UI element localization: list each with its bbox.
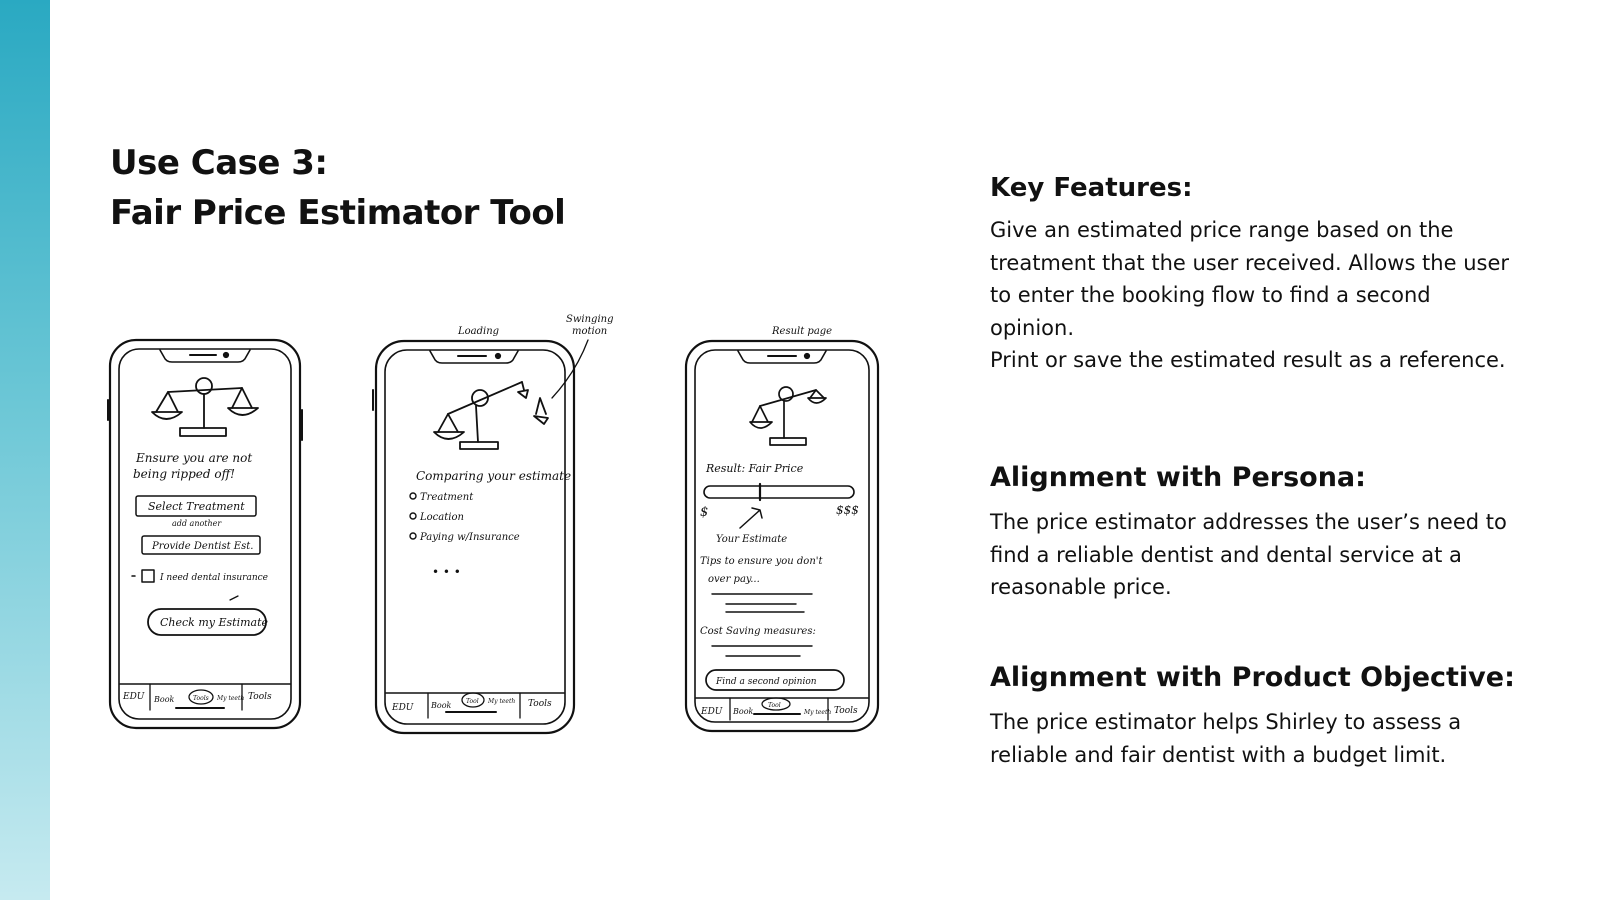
alignment-persona-heading: Alignment with Persona: bbox=[990, 462, 1366, 493]
alignment-persona-section bbox=[990, 458, 1510, 604]
phone3-nav-my-teeth: My teeth bbox=[804, 709, 832, 716]
phone3-cost-saving: Cost Saving measures: bbox=[700, 626, 816, 637]
scale-icon bbox=[152, 378, 258, 436]
key-features-body bbox=[990, 214, 1510, 377]
key-features-paragraph-1: Give an estimated price range based on the treatment that the user received. Allows the user to enter the booking flow to find a second opinion. bbox=[990, 218, 1510, 340]
phone1-nav-my-teeth: My teeth bbox=[217, 695, 245, 702]
phone2-annotation-loading: Loading bbox=[458, 326, 500, 337]
phone2-nav-edu: EDU bbox=[392, 703, 414, 713]
phone2-bullet-1: Treatment bbox=[420, 492, 474, 503]
key-features-heading: Key Features: bbox=[990, 173, 1193, 203]
alignment-objective-heading: Alignment with Product Objective: bbox=[990, 662, 1515, 693]
slide-title-line-2: Fair Price Estimator Tool bbox=[110, 193, 566, 233]
slide-title bbox=[110, 138, 565, 238]
key-features-paragraph-2: Print or save the estimated result as a reference. bbox=[990, 348, 1506, 372]
phone2-nav-tools: Tools bbox=[528, 699, 552, 709]
small-scale-icon bbox=[750, 387, 826, 445]
alignment-objective-text: The price estimator helps Shirley to assess a reliable and fair dentist with a budget limit. bbox=[990, 710, 1462, 767]
phone3-nav-edu: EDU bbox=[701, 707, 723, 717]
phone3-range-high: $$$ bbox=[836, 503, 859, 517]
phone2-heading: Comparing your estimate bbox=[416, 469, 572, 483]
phone2-bullet-3: Paying w/Insurance bbox=[420, 532, 520, 543]
phone1-nav-tools: Tools bbox=[248, 692, 272, 702]
phone1-headline-1: Ensure you are not bbox=[136, 451, 253, 465]
slide-title-line-1: Use Case 3: bbox=[110, 143, 328, 183]
key-features-section bbox=[990, 170, 1510, 377]
phone1-nav-book: Book bbox=[154, 695, 175, 704]
phone1-check-button-label: Check my Estimate bbox=[160, 616, 269, 629]
phone3-tips-line-1: Tips to ensure you don't bbox=[700, 556, 823, 567]
tilted-scale-icon bbox=[434, 382, 548, 449]
phone3-your-estimate: Your Estimate bbox=[716, 534, 788, 545]
phone2-loading-dots: • • • bbox=[432, 565, 461, 579]
phone2-nav-book: Book bbox=[431, 701, 452, 710]
phone1-nav-edu: EDU bbox=[123, 692, 145, 702]
phone2-bullet-2: Location bbox=[420, 512, 464, 523]
phone1-checkbox-label: I need dental insurance bbox=[160, 573, 269, 583]
phone3-nav-tools: Tools bbox=[834, 706, 858, 716]
phone3-tips-line-2: over pay... bbox=[708, 574, 760, 585]
phone-sketch-1 bbox=[108, 340, 302, 728]
wireframe-sketches-svg bbox=[100, 310, 920, 760]
phone1-add-another: add another bbox=[172, 519, 222, 528]
phone1-nav-tools-center: Tools bbox=[193, 695, 209, 702]
alignment-objective-section bbox=[990, 658, 1515, 771]
phone1-provide-button-label: Provide Dentist Est. bbox=[152, 541, 254, 552]
phone3-find-button-label: Find a second opinion bbox=[716, 677, 817, 687]
phone3-result-label: Result: Fair Price bbox=[706, 462, 804, 475]
phone2-annotation-motion: motion bbox=[572, 326, 608, 337]
phone3-annotation-result-page: Result page bbox=[772, 326, 833, 337]
phone1-headline-2: being ripped off! bbox=[133, 467, 235, 481]
alignment-persona-text: The price estimator addresses the user’s need to find a reliable dentist and dental service at a reasonable price. bbox=[990, 510, 1507, 599]
accent-bar bbox=[0, 0, 50, 900]
phone3-nav-tool-center: Tool bbox=[768, 702, 781, 709]
phone1-select-button-label: Select Treatment bbox=[148, 500, 245, 513]
phone3-nav-book: Book bbox=[733, 707, 754, 716]
phone3-range-low: $ bbox=[700, 505, 709, 520]
wireframe-sketches bbox=[100, 310, 920, 760]
phone2-nav-tool-center: Tool bbox=[466, 698, 479, 705]
phone2-annotation-swinging: Swinging bbox=[566, 314, 614, 325]
phone2-nav-my-teeth: My teeth bbox=[488, 698, 516, 705]
